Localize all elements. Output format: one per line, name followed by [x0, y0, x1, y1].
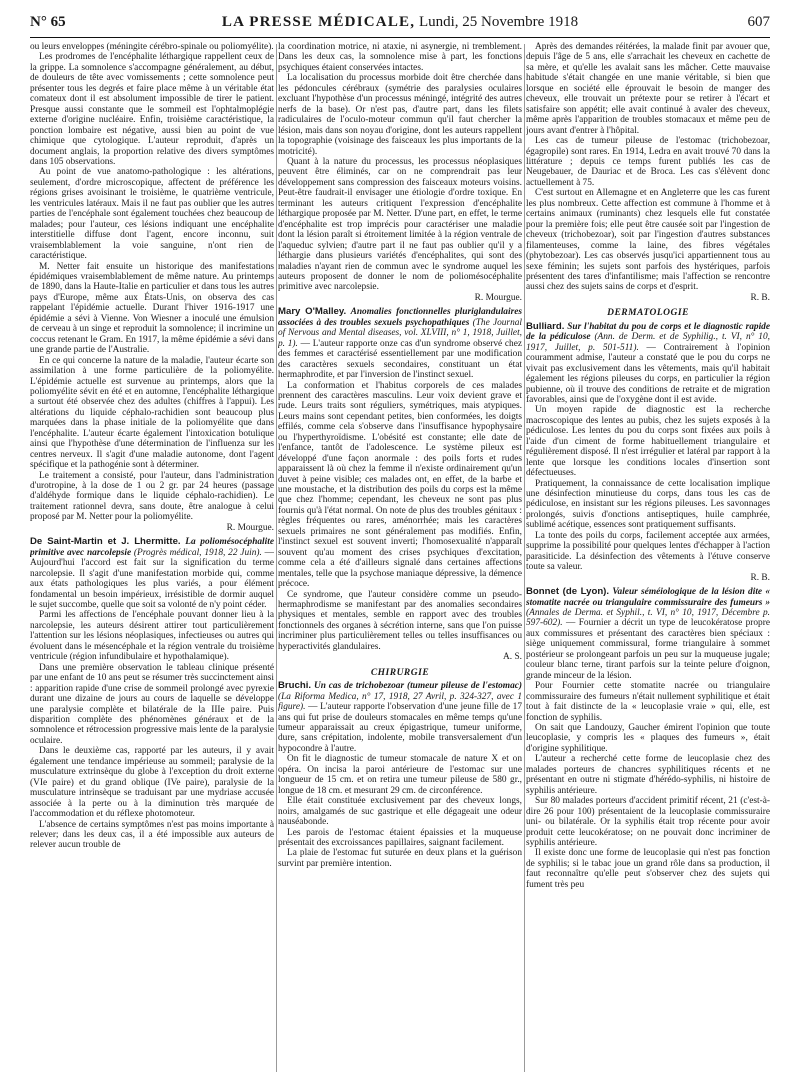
paragraph: Pour Fournier cette stomatite nacrée ou triangulaire commissuraire des fumeurs n'était nullement syphilitique et était tout à fait distincte de la « leucoplasie vraie » qui, elle, est fonction de syphilis.: [526, 681, 770, 723]
article-title: Sur l'habitat du pou de corps et le diagnostic rapide de la pédiculose: [526, 321, 770, 343]
author-signature: R. B.: [750, 572, 770, 583]
author-signature: A. S.: [503, 652, 522, 663]
paragraph: Pratiquement, la connaissance de cette localisation implique une désinfection minutieuse du corps, dans tous les cas de pédiculose, en insistant sur les régions pileuses. Les savonnages prolongés, suivis d'onctions antiseptiques, huile camphrée, sublimé acétique, essences sont pratiquement suffisants.: [526, 478, 770, 531]
author-signature: R. Mourgue.: [474, 292, 522, 303]
paragraph: Parmi les affections de l'encéphale pouvant donner lieu à la narcolepsie, les auteurs désirent attirer tout particulièrement l'attention sur les lésions néoplasiques, infectieuses ou autres qui évoluent dans le mésencéphale et la région ventrale du troisième ventricule (région infundibulaire et hypothalamique).: [30, 610, 274, 663]
paragraph: ou leurs enveloppes (méningite cérébro-spinale ou poliomyélite).: [30, 42, 274, 52]
article-columns: [30, 42, 770, 1072]
article-author: Bonnet (de Lyon).: [526, 586, 610, 598]
paragraph: On fit le diagnostic de tumeur stomacale de nature X et on opéra. On incisa la paroi antérieure de l'estomac sur une longueur de 15 cm. et on retira une tumeur pileuse de 580 gr., longue de 18 cm. et mesurant 29 cm. de circonférence.: [278, 754, 522, 796]
paragraph: Dans une première observation le tableau clinique présenté par une enfant de 10 ans peut se résumer très succinctement ainsi : apparition rapide d'une crise de sommeil prolongé avec pyrexie durant une dizaine de jours au cours de laquelle se développe une paralysie complète et bilatérale de la IIIe paire. Puis disparition complète des phénomènes généraux et de la somnolence et rétrocession progressive mais lente de la paralysie oculaire.: [30, 662, 274, 746]
journal-title-line: [30, 14, 770, 31]
paragraph: — Fournier a décrit un type de leucokératose propre aux commissures et présentant des caractères bien spéciaux : siège uniquement commissural, forme triangulaire à sommet postérieur se prolongeant parfois un peu sur la muqueuse jugale; couleur blanc terne, tirant parfois sur la teinte pelure d'oignon, grande minceur de la lésion.: [526, 618, 770, 681]
paragraph: — L'auteur rapporte onze cas d'un syndrome observé chez des femmes et caractérisé essentiellement par une modification des caractères sexuels secondaires, constituant un état hermaphrodite, et par l'inversion de l'instinct sexuel.: [278, 338, 522, 381]
issue-number: N° 65: [30, 14, 66, 30]
article-heading: [278, 681, 522, 754]
author-signature: R. B.: [750, 292, 770, 303]
paragraph: Au point de vue anatomo-pathologique : les altérations, seulement, d'ordre microscopique, affectent de préférence les régions grises avoisinant le troisième, le quatrième ventricule, les ventricules latéraux. Mais il ne faut pas oublier que les autres parties de l'encéphale sont également touchées chez beaucoup de malades; pour l'auteur, ces lésions indiquant une encéphalite interstitielle diffuse dont l'agent, encore inconnu, suit vraisemblablement la voie sanguine, n'ont rien de caractéristique.: [30, 167, 274, 262]
article-author: Bruchi.: [278, 680, 312, 692]
paragraph: Les parois de l'estomac étaient épaissies et la muqueuse présentait des excroissances papillaires, saignant facilement.: [278, 827, 522, 848]
journal-title: LA PRESSE MÉDICALE,: [221, 14, 416, 30]
section-heading-dermatologie: DERMATOLOGIE: [607, 308, 689, 319]
article-heading: [30, 537, 274, 610]
page-number: 607: [747, 14, 770, 30]
article-reference: (The Journal of Nervous and Mental diseases, vol. XLVIII, n° 1, 1918, Juillet, p. 1).: [278, 317, 522, 349]
paragraph: Il existe donc une forme de leucoplasie qui n'est pas fonction de syphilis; si le tabac joue un grand rôle dans sa production, il faut reconnaître qu'elle peut s'observer chez des sujets qui fument très peu: [526, 848, 770, 890]
article-reference: (Progrès médical, 1918, 22 Juin).: [133, 547, 262, 558]
article-reference: (Ann. de Derm. et de Syphilig., t. VI, n° 10, 1917, Juillet, p. 501-511).: [526, 332, 770, 353]
paragraph: Sur 80 malades porteurs d'accident primitif récent, 21 (c'est-à-dire 26 pour 100) présentaient de la leucoplasie commissuraire uni- ou bilatérale. Or la syphilis était trop récente pour avoir produit cette leucokératose; on ne pouvait donc incriminer de syphilis antérieure.: [526, 796, 770, 848]
column-3: [526, 42, 770, 1072]
article-author: Bulliard.: [526, 320, 565, 332]
article-title: Un cas de trichobezoar (tumeur pileuse de l'estomac): [313, 681, 522, 692]
paragraph: La tonte des poils du corps, facilement acceptée aux armées, supprime la possibilité pour quelques lentes d'échapper à l'action parasiticide. La désinfection des vêtements à l'étuve conserve toute sa valeur.: [526, 530, 770, 573]
article-title: Valeur séméiologique de la lésion dite « stomatite nacrée ou triangulaire commissuraire des fumeurs »: [526, 587, 770, 608]
article-reference: (Annales de Derma. et Syphil., t. VI, n° 10, 1917, Décembre p. 597-602).: [526, 608, 770, 629]
paragraph: Quant à la nature du processus, les processus néoplasiques peuvent être éliminés, car on ne comprendrait pas leur développement sans compression des faisceaux moteurs voisins. Peut-être faudrait-il envisager une étiologie d'ordre toxique. En terminant les auteurs critiquent l'expression d'encéphalite léthargique proposée par M. Netter. D'une part, en effet, le terme d'encéphalite est trop imprécis pour caractériser une maladie dont la lésion paraît si étroitement limitée à la région ventrale de l'aqueduc sylvien; d'autre part il ne faut pas oublier qu'il y a léthargie dans plusieurs variétés d'encéphalites, qui sont des maladies n'ayant rien de commun avec le syndrome auquel les auteurs proposent de donner le nom de poliomésocéphalite primitive avec narcolepsie.: [278, 156, 522, 293]
paragraph: — L'auteur rapporte l'observation d'une jeune fille de 17 ans qui fut prise de douleurs stomacales en même temps qu'une tumeur apparaissait au creux épigastrique, tumeur uniforme, dure, sans crépitation, indolente, mobile transversalement d'un hypocondre à l'autre.: [278, 702, 522, 754]
issue-date: Lundi, 25 Novembre 1918: [418, 14, 579, 30]
article-heading: [526, 322, 770, 406]
paragraph: La localisation du processus morbide doit être cherchée dans les pédoncules cérébraux (symétrie des paralysies oculaires excluant l'hypothèse d'un processus méningé, intégrité des autres nerfs de la base). Or n'est pas, d'autre part, dans les filets radiculaires de l'oculo-moteur commun qu'il faut chercher la lésion, mais dans son noyau d'origine, dont les auteurs rappellent la topographie (voisinage des faisceaux les plus importants de la motricité).: [278, 73, 522, 157]
page-header: [30, 14, 770, 36]
column-1: [30, 42, 274, 1072]
paragraph: Après des demandes réitérées, la malade finit par avouer que, depuis l'âge de 5 ans, elle s'arrachait les cheveux en cachette de sa mère, et qu'elle les avalait sans les mâcher. Cette mauvaise habitude s'était changée en une manie véritable, si bien que lorsque en société elle éprouvait le besoin de manger des cheveux, elle trouvait un prétexte pour se retirer à l'écart et satisfaire son appétit; elle avait continué à avaler des cheveux, même après l'apparition de troubles stomacaux et même peu de jours avant d'entrer à l'hôpital.: [526, 42, 770, 136]
paragraph: C'est surtout en Allemagne et en Angleterre que les cas furent les plus nombreux. Cette affection est commune à l'homme et à certains animaux (ruminants) chez lesquels elle fut constatée pour la première fois; elle peut être causée soit par l'ingestion de cheveux (trichobezoar), soit par l'ingestion d'autres substances filamenteuses, comme la laine, des fibres végétales (phytobezoar). Les cas observés jusqu'ici appartiennent tous au sexe féminin; les sujets sont parfois des hystériques, parfois présentent des tares d'infantilisme; mais l'affection se rencontre aussi chez des sujets sains de corps et d'esprit.: [526, 188, 770, 293]
paragraph: En ce qui concerne la nature de la maladie, l'auteur écarte son assimilation à une forme particulière de la poliomyélite. L'épidémie actuelle est survenue au printemps, alors que la poliomyélite sévit en été et en automne, l'encéphalite léthargique a surtout été observée chez des adultes (chiffres à l'appui). Les altérations du liquide céphalo-rachidien sont beaucoup plus marquées dans la phase initiale de la poliomyélite que dans l'encéphalite. L'auteur écarte également l'intoxication botulique ainsi que l'hypothèse d'une détermination de l'influenza sur les centres nerveux. Il s'agit d'une maladie autonome, dont l'agent spécifique et la pathogénie sont à déterminer.: [30, 355, 274, 471]
column-2: [278, 42, 522, 1072]
article-title: Anomalies fonctionnelles pluriglandulaires associées à des troubles sexuels psychopathiques: [278, 307, 522, 328]
article-heading: [526, 587, 770, 681]
paragraph: La plaie de l'estomac fut suturée en deux plans et la guérison survint par première intention.: [278, 848, 522, 869]
paragraph: La conformation et l'habitus corporels de ces malades prennent des caractères masculins. Leur voix devient grave et rude. Leurs traits sont réguliers, symétriques, mais atypiques. Leurs mains sont cependant petites, bien conformées, les doigts effilés, comme cela s'observe dans l'insuffisance hypophysaire ou l'hyperthyroïdisme. L'obésité est constante; elle date de l'enfance, tantôt de l'adolescence. Le système pileux est développé d'une façon anormale : des poils forts et rudes apparaissent là où chez la femme il n'existe ordinairement qu'un duvet à peine visible; ces malades ont, en effet, de la barbe et une moustache, et la distribution des poils du corps est la même que chez l'homme; cependant, les cheveux ne sont pas plus fournis qu'à l'état normal. On note de plus des troubles génitaux : règles fréquentes ou rares, aménorrhée; mais les caractères sexuels primaires ne sont généralement pas modifiés. Enfin, l'instinct sexuel est souvent inverti; l'homosexualité n'apparaît souvent qu'au moment des crises psychiques d'excitation, comme cela a été d'ailleurs signalé dans certaines affections mentales, telle que la psychose maniaque dépressive, la démence précoce.: [278, 380, 522, 590]
paragraph: L'auteur a recherché cette forme de leucoplasie chez des malades porteurs de chancres syphilitiques récents et ne présentant en outre ni stigmate d'hérédo-syphilis, ni histoire de syphilis antérieure.: [526, 754, 770, 796]
article-heading: [278, 307, 522, 380]
section-heading-chirurgie: CHIRURGIE: [370, 667, 430, 678]
paragraph: Les prodromes de l'encéphalite léthargique rappellent ceux de la grippe. La somnolence s'accompagne généralement, au début, de douleurs de tête avec vomissements ; cette somnolence peut présenter tous les degrés et faire place même à un véritable état comateux dont il est absolument impossible de tirer le patient. Presque aussi constante que le sommeil est l'ophtalmoplégie externe d'origine nucléaire. Enfin, troisième caractéristique, la ponction lombaire est négative, aussi bien au point de vue chimique que cytologique. L'auteur reproduit, d'après un document anglais, la proportion relative des divers symptômes dans 105 observations.: [30, 52, 274, 167]
article-author: De Saint-Martin et J. Lhermitte.: [30, 536, 181, 548]
article-title: La poliomésocéphalite primitive avec narcolepsie: [30, 537, 274, 558]
paragraph: Elle était constituée exclusivement par des cheveux longs, noirs, amalgamés de suc gastrique et elle dégageait une odeur nauséabonde.: [278, 796, 522, 828]
paragraph: M. Netter fait ensuite un historique des manifestations épidémiques vraisemblablement de même nature. Au printemps de 1890, dans la Haute-Italie en particulier et dans tous les autres pays d'Europe, même aux États-Unis, on observa des cas rappelant l'épidémie actuelle. Durant l'hiver 1916-1917 une épidémie a sévi à Vienne. Von Wiesner a inoculé une émulsion de cerveau à un singe et reproduit la somnolence; il incrimine un coccus retenant le Gram. En 1917, la même épidémie a sévi dans une grande partie de l'Australie.: [30, 261, 274, 356]
paragraph: — Aujourd'hui l'accord est fait sur la signification du terme narcolepsie. Il s'agit d'une manifestation morbide qui, comme aux états pathologiques les plus variés, a pour élément fondamental un besoin impérieux, irrésistible de dormir auquel le sujet succombe, quelle que soit sa volonté de n'y point céder.: [30, 547, 274, 611]
paragraph: Dans le deuxième cas, rapporté par les auteurs, il y avait également une tendance impérieuse au sommeil; paralysie de la musculature extrinsèque du globe à l'exception du droit externe (VIe paire) et du grand oblique (IVe paire), paralysie de la musculature intrinsèque se traduisant par une mydriase accusée associée à la perte ou à la diminution très marquée de l'accommodation et du réflexe photomoteur.: [30, 746, 274, 820]
paragraph: la coordination motrice, ni ataxie, ni asynergie, ni tremblement. Dans les deux cas, la somnolence mise à part, les fonctions psychiques étaient conservées intactes.: [278, 42, 522, 73]
header-rule: [30, 37, 770, 38]
paragraph: L'absence de certains symptômes n'est pas moins importante à relever; dans les deux cas, il a été impossible aux auteurs de relever aucun trouble de: [30, 819, 274, 851]
paragraph: Les cas de tumeur pileuse de l'estomac (trichobezoar, égagropile) sont rares. En 1914, Ledra en avait trouvé 70 dans la littérature ; depuis ce temps furent publiés les cas de Neugebauer, de Dauriac et de Broca. Les cas s'élèvent donc actuellement à 75.: [526, 136, 770, 188]
article-reference: (La Riforma Medica, n° 17, 1918, 27 Avril, p. 324-327, avec 1 figure).: [278, 691, 522, 713]
paragraph: — Contrairement à l'opinion couramment admise, l'auteur a constaté que le pou du corps ne vivait pas exclusivement dans les vêtements, mais qu'il habitait également les régions pileuses du corps, en particulier la région pubienne, où il trouve des conditions de retraite et de migration favorables, ainsi que de l'oxygène dont il est avide.: [526, 342, 770, 405]
paragraph: On sait que Landouzy, Gaucher émirent l'opinion que toute leucoplasie, y compris les « plaques des fumeurs », était d'origine syphilitique.: [526, 723, 770, 754]
paragraph: Le traitement a consisté, pour l'auteur, dans l'administration d'urotropine, à la dose de 1 ou 2 gr. par 24 heures (passage d'aldéhyde formique dans le liquide céphalo-rachidien). Le traitement rationnel devra, sans doute, être analogue à celui proposé par M. Netter pour la poliomyélite.: [30, 470, 274, 523]
paragraph: Un moyen rapide de diagnostic est la recherche macroscopique des lentes au pubis, chez les sujets exposés à la pédiculose. Les lentes du pou du corps sont fixées aux poils à l'aide d'un ciment de forme habituellement triangulaire et régulièrement disposé. Il n'est irrégulier et latéral par rapport à la lente que lorsque les conditions locales d'insertion sont défectueuses.: [526, 405, 770, 479]
author-signature: R. Mourgue.: [226, 522, 274, 533]
article-author: Mary O'Malley.: [278, 306, 347, 318]
paragraph: Ce syndrome, que l'auteur considère comme un pseudo-hermaphrodisme se manifestant par des anomalies secondaires physiques et mentales, semble en rapport avec des troubles fonctionnels des organes à sécrétion interne, sans que l'on puisse incriminer plus particulièrement telles ou telles insuffisances ou hyperactivités glandulaires.: [278, 589, 522, 652]
